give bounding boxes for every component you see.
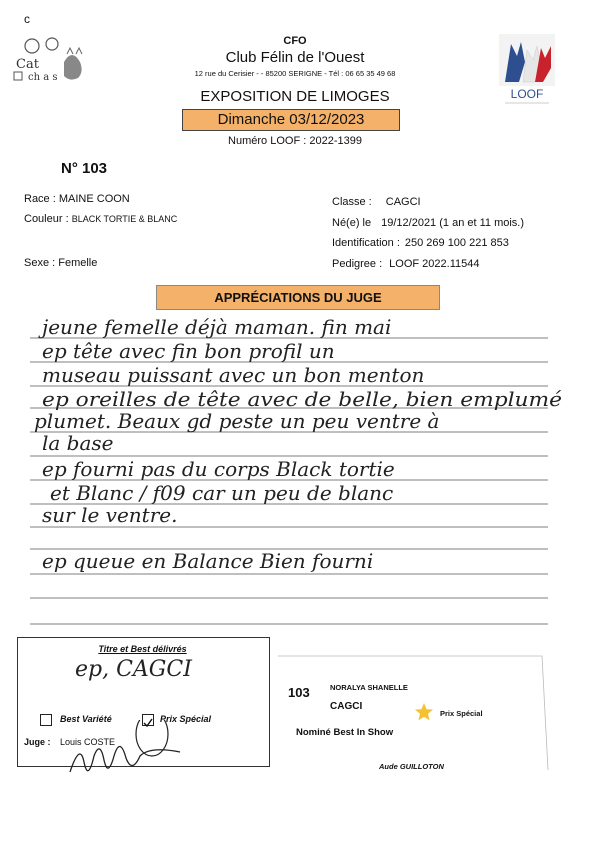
exhibition-title: EXPOSITION DE LIMOGES xyxy=(200,88,390,105)
org-name: Club Félin de l'Ouest xyxy=(225,49,365,66)
certificate-title: Titre et Best délivrés xyxy=(98,644,187,654)
color-label: Couleur : xyxy=(24,213,72,225)
loof-logo-text: LOOF xyxy=(510,87,544,101)
breed-field xyxy=(24,193,130,205)
exhibition-date: Dimanche 03/12/2023 xyxy=(182,109,400,131)
born-value: 19/12/2021 (1 an et 11 mois.) xyxy=(381,217,525,229)
loof-number: Numéro LOOF : 2022-1399 xyxy=(228,135,362,147)
svg-text:Cat: Cat xyxy=(16,57,39,72)
star-icon xyxy=(414,702,434,722)
award-owner: NORALYA SHANELLE xyxy=(330,683,408,692)
born-label: Né(e) le xyxy=(332,217,372,229)
corner-mark: c xyxy=(24,12,30,26)
award-class: CAGCI xyxy=(330,701,363,712)
sex-field: Sexe : Femelle xyxy=(24,257,98,269)
identification-label: Identification : xyxy=(332,237,400,249)
note-line: ep queue en Balance Bien fourni xyxy=(42,549,374,573)
cat-club-logo xyxy=(12,34,90,84)
award-nomination: Nominé Best In Show xyxy=(296,727,394,738)
color-value: BLACK TORTIE & BLANC xyxy=(71,214,178,224)
best-variety-label: Best Variété xyxy=(60,714,112,724)
breed-label: Race : xyxy=(24,193,59,205)
handwritten-notes xyxy=(30,300,570,600)
cat-number: N° 103 xyxy=(61,160,108,177)
note-line: ep fourni pas du corps Black tortie xyxy=(42,457,395,481)
note-line: la base xyxy=(42,431,114,455)
identification-value: 250 269 100 221 853 xyxy=(404,237,509,249)
color-field xyxy=(24,213,177,225)
pedigree-label: Pedigree : xyxy=(332,258,383,270)
judge-appreciation-banner: APPRÉCIATIONS DU JUGE xyxy=(156,285,440,310)
loof-logo xyxy=(497,32,557,106)
award-label-border xyxy=(272,652,550,774)
identification-field xyxy=(332,237,509,249)
note-line: sur le ventre. xyxy=(42,503,178,527)
org-address: 12 rue du Cerisier - - 85200 SERIGNE - Tél : 06 65 35 49 68 xyxy=(194,69,396,78)
award-judge: Aude GUILLOTON xyxy=(379,762,444,771)
judge-name: Louis COSTE xyxy=(60,737,116,747)
note-line: et Blanc / f09 car un peu de blanc xyxy=(50,481,394,505)
born-field xyxy=(332,217,524,229)
class-label: Classe : xyxy=(332,196,372,208)
note-line: jeune femelle déjà maman. fin mai xyxy=(42,315,392,339)
special-prize-label: Prix Spécial xyxy=(160,714,212,724)
org-abbreviation: CFO xyxy=(283,35,307,47)
award-special-prize: Prix Spécial xyxy=(440,709,483,718)
class-field xyxy=(332,196,421,208)
class-value: CAGCI xyxy=(385,196,421,208)
pedigree-value: LOOF 2022.11544 xyxy=(389,258,480,270)
breed-value: MAINE COON xyxy=(58,193,130,205)
pedigree-field xyxy=(332,258,479,270)
judge-signature xyxy=(40,720,190,780)
note-line: museau puissant avec un bon menton xyxy=(42,363,425,387)
note-line: plumet. Beaux gd peste un peu ventre à xyxy=(34,409,440,433)
award-number: 103 xyxy=(288,685,310,700)
judge-label: Juge : xyxy=(24,737,51,747)
svg-text:ch a s: ch a s xyxy=(28,72,58,83)
handwritten-award: ep, CAGCI xyxy=(75,657,192,682)
note-line: ep oreilles de tête avec de belle, bien emplumé xyxy=(42,387,563,411)
note-line: ep tête avec fin bon profil un xyxy=(42,339,335,363)
